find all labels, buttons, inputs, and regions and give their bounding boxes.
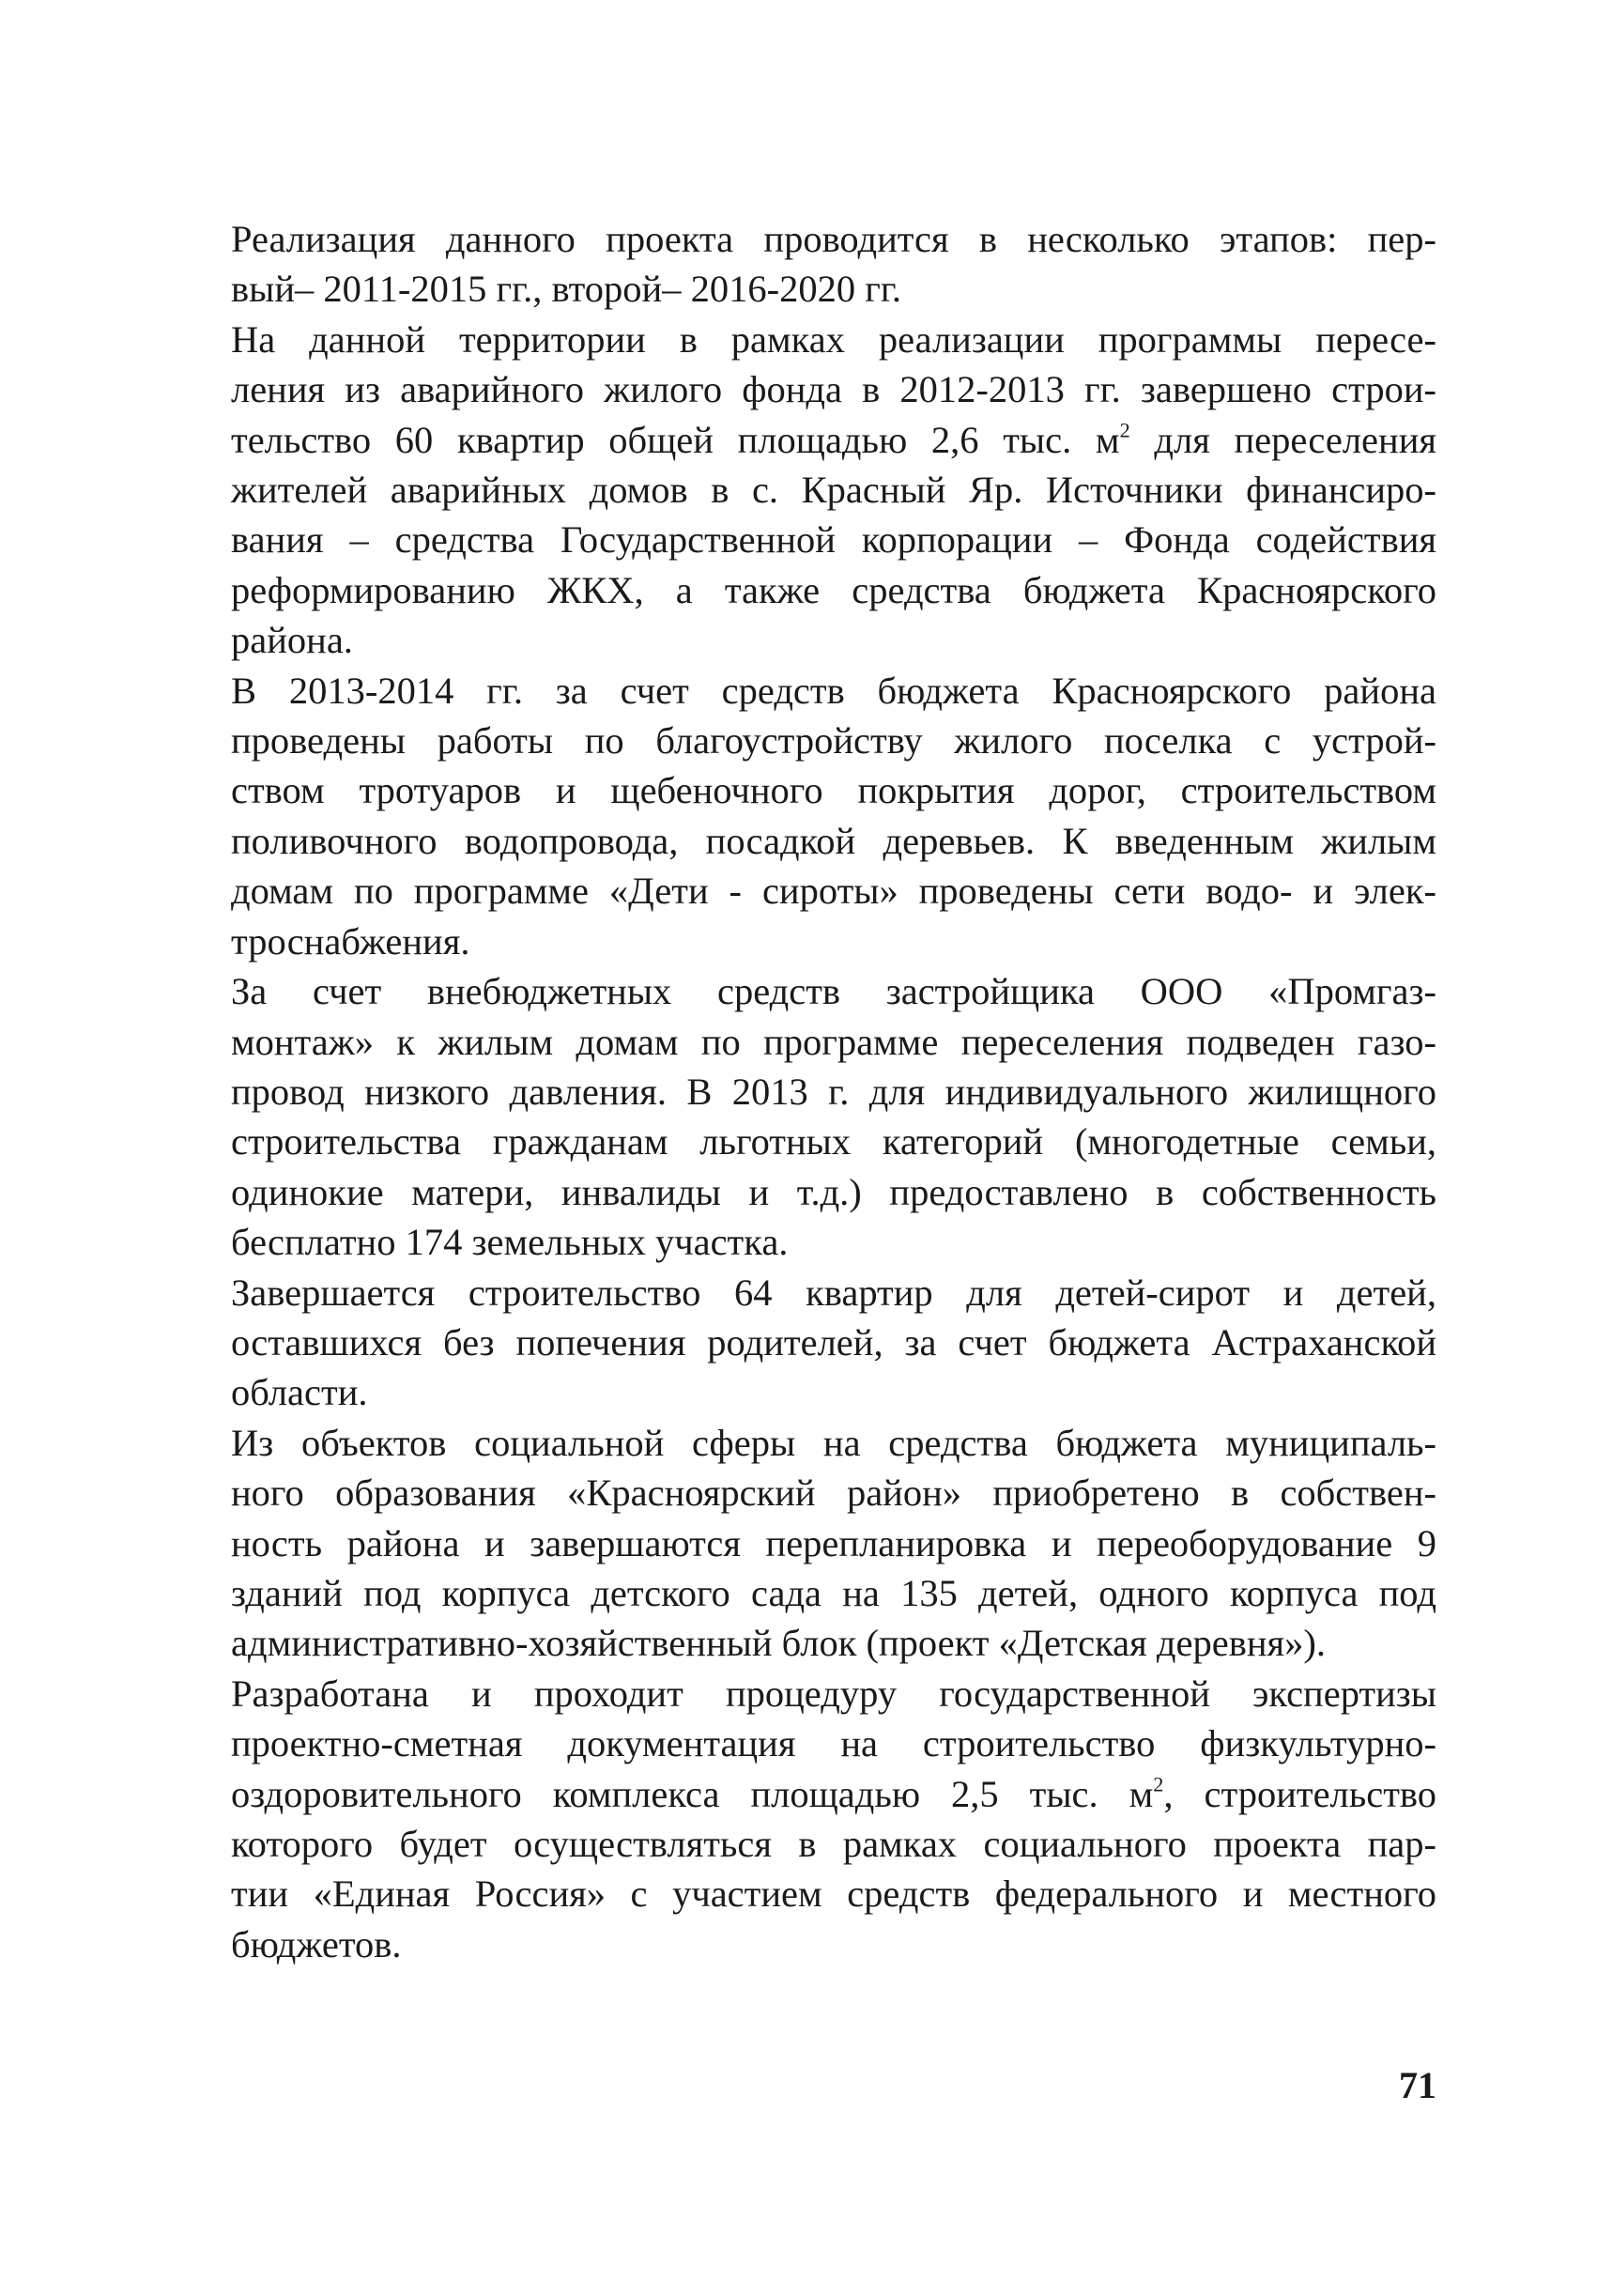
- paragraph-orphans: [175, 1268, 1436, 1418]
- paragraph-resettlement: [175, 315, 1436, 666]
- text-line: домам по программе «Дети - сироты» проведены сети водо- и элек-: [231, 870, 1436, 913]
- text-line: проведены работы по благоустройству жилого поселка с устрой-: [231, 719, 1436, 763]
- text-line: За счет внебюджетных средств застройщика ООО «Промгаз-: [231, 970, 1436, 1013]
- text-line: административно-хозяйственный блок (проект «Детская деревня»).: [231, 1622, 1326, 1665]
- text-line: [175, 415, 1436, 465]
- text-line: На данной территории в рамках реализации программы пересе-: [231, 317, 1436, 361]
- text-line: троснабжения.: [231, 919, 470, 963]
- text-line: бесплатно 174 земельных участка.: [231, 1221, 789, 1264]
- text-line: района.: [231, 619, 353, 662]
- text-line: монтаж» к жилым домам по программе переселения подведен газо-: [231, 1020, 1436, 1063]
- text-line: которого будет осуществляться в рамках социального проекта пар-: [231, 1823, 1436, 1865]
- text-line: бюджетов.: [231, 1922, 402, 1965]
- text-line: вания – средства Государственной корпорации – Фонда содействия: [231, 518, 1436, 562]
- text-line: оставшихся без попечения родителей, за счет бюджета Астраханской: [231, 1320, 1436, 1364]
- text-fragment: для переселения: [1129, 418, 1437, 461]
- text-line: ством тротуаров и щебеночного покрытия дорог, строительством: [231, 769, 1436, 812]
- text-fragment: тельство 60 квартир общей площадью 2,6 тыс. м: [231, 418, 1120, 461]
- text-line: Завершается строительство 64 квартир для детей-сирот и детей,: [231, 1271, 1436, 1314]
- text-line: зданий под корпуса детского сада на 135 детей, одного корпуса под: [231, 1571, 1436, 1614]
- text-line: Из объектов социальной сферы на средства бюджета муниципаль-: [231, 1421, 1436, 1464]
- text-line: тии «Единая Россия» с участием средств федерального и местного: [231, 1872, 1436, 1916]
- text-line: [175, 1769, 1436, 1819]
- text-line: строительства гражданам льготных категорий (многодетные семьи,: [231, 1120, 1436, 1163]
- page-number: 71: [1399, 2064, 1436, 2106]
- text-line: ность района и завершаются перепланировка и переоборудование 9: [231, 1521, 1436, 1564]
- text-line: одинокие матери, инвалиды и т.д.) предоставлено в собственность: [231, 1170, 1436, 1213]
- text-line: проектно-сметная документация на строительство физкультурно-: [231, 1722, 1436, 1765]
- text-line: Разработана и проходит процедуру государственной экспертизы: [231, 1672, 1436, 1715]
- superscript: 2: [1119, 417, 1130, 441]
- text-line: вый– 2011-2015 гг., второй– 2016-2020 гг.: [231, 268, 901, 311]
- text-line: ления из аварийного жилого фонда в 2012-2013 гг. завершено строи-: [231, 368, 1436, 411]
- text-line: Реализация данного проекта проводится в несколько этапов: пер-: [231, 218, 1436, 260]
- paragraph-sports-complex: [175, 1669, 1436, 1969]
- text-line: жителей аварийных домов в с. Красный Яр. Источники финансиро-: [231, 469, 1436, 512]
- superscript: 2: [1153, 1771, 1164, 1795]
- paragraph-gas-pipeline: [175, 966, 1436, 1267]
- text-line: реформированию ЖКХ, а также средства бюджета Красноярского: [231, 568, 1436, 611]
- text-line: В 2013-2014 гг. за счет средств бюджета Красноярского района: [231, 669, 1436, 712]
- text-fragment: оздоровительного комплекса площадью 2,5 тыс. м: [231, 1772, 1154, 1815]
- text-line: поливочного водопровода, посадкой деревьев. К введенным жилым: [231, 819, 1436, 862]
- body-text: [175, 214, 1436, 1969]
- paragraph-improvement: [175, 666, 1436, 966]
- text-fragment: , строительство: [1163, 1772, 1436, 1815]
- text-line: провод низкого давления. В 2013 г. для индивидуального жилищного: [231, 1070, 1436, 1113]
- paragraph-stages: [175, 214, 1436, 315]
- text-line: области.: [231, 1371, 368, 1414]
- text-line: ного образования «Красноярский район» приобретено в собствен-: [231, 1472, 1436, 1515]
- paragraph-social-objects: [175, 1418, 1436, 1669]
